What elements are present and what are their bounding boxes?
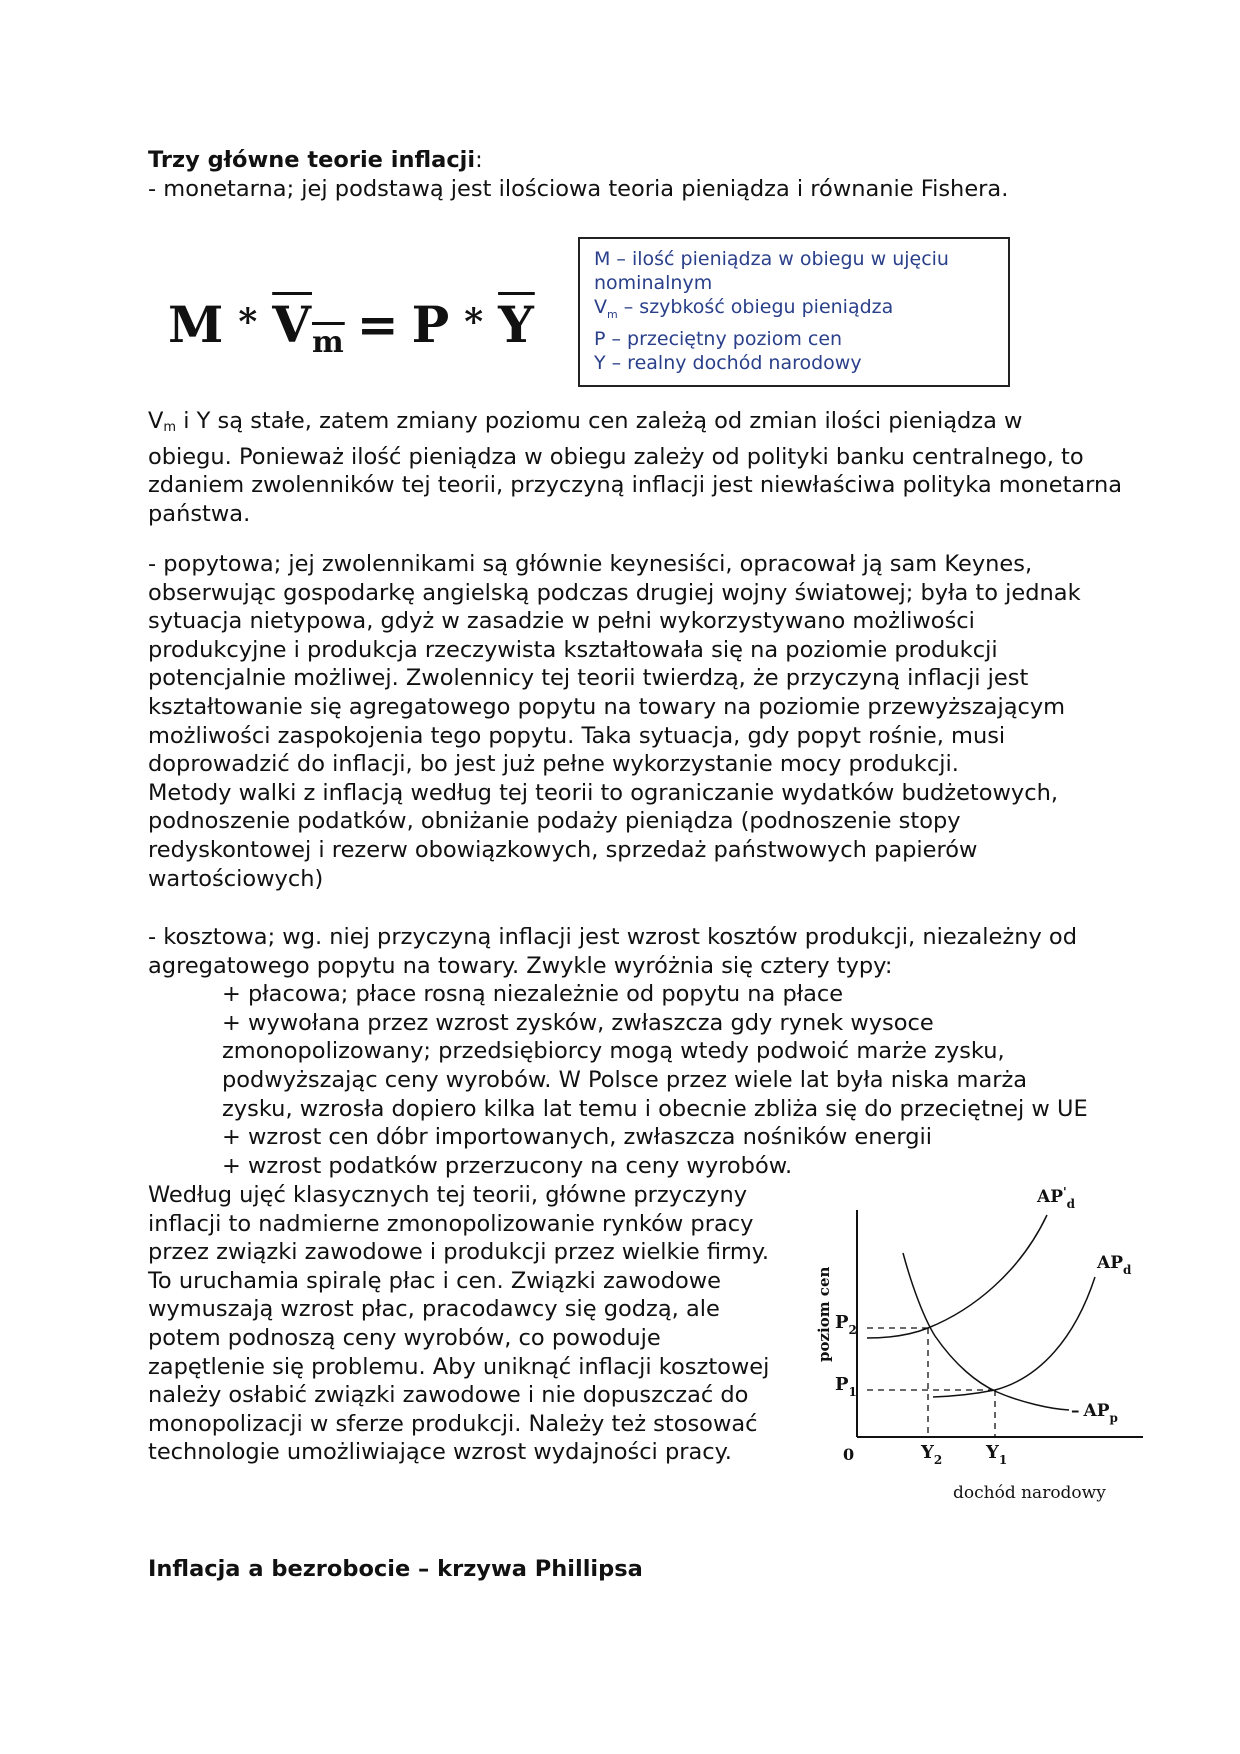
- paragraph-line: przez związki zawodowe i produkcji przez wielkie firmy.: [148, 1239, 770, 1266]
- label-y1: $Y_1$: [986, 1442, 1008, 1467]
- para-v-sub: m: [163, 420, 177, 435]
- formula-v-letter: V: [272, 295, 312, 354]
- legend-line-4: P – przeciętny poziom cen: [594, 327, 843, 350]
- formula-v-subscript: m: [311, 325, 345, 360]
- formula-legend-box: [578, 237, 1010, 387]
- formula-m: M: [168, 295, 225, 354]
- label-ap-d-prime: $AP'_d$: [1037, 1185, 1076, 1211]
- paragraph-line: Według ujęć klasycznych tej teorii, główne przyczyny: [148, 1182, 748, 1208]
- fisher-equation: [168, 292, 535, 373]
- paragraph-line: możliwości zaspokojenia tego popytu. Taka sytuacja, gdy popyt rośnie, musi: [148, 722, 1006, 749]
- paragraph-line: potencjalnie możliwej. Zwolennicy tej teorii twierdzą, że przyczyną inflacji jest: [148, 665, 1029, 692]
- paragraph-line: zapętlenie się problemu. Aby uniknąć inflacji kosztowej: [148, 1353, 770, 1380]
- formula-p: P: [411, 295, 451, 354]
- paragraph-line: zdaniem zwolenników tej teorii, przyczyną inflacji jest niewłaściwa polityka monetarna: [148, 472, 1123, 499]
- section-heading: [148, 146, 1108, 175]
- paragraph-line: obserwując gospodarkę angielską podczas drugiej wojny światowej; była to jednak: [148, 579, 1081, 606]
- legend-v: V: [594, 296, 607, 318]
- label-ap-p: – $AP_p$: [1071, 1401, 1118, 1425]
- list-item: + wywołana przez wzrost zysków, zwłaszcza gdy rynek wysoce: [222, 1009, 934, 1036]
- x-axis-label: dochód narodowy: [953, 1483, 1106, 1503]
- monetary-theory-line: - monetarna; jej podstawą jest ilościowa teoria pieniądza i równanie Fishera.: [148, 176, 1009, 202]
- label-p1: $P_1$: [835, 1374, 857, 1399]
- formula-star-2: *: [464, 301, 485, 343]
- paragraph-line: - popytowa; jej zwolennikami są głównie keynesiści, opracował ją sam Keynes,: [148, 551, 1033, 577]
- paragraph-line: wymuszają wzrost płac, pracodawcy się godzą, ale: [148, 1296, 720, 1323]
- legend-line-1: M – ilość pieniądza w obiegu w ujęciu: [594, 248, 949, 270]
- paragraph-line: podnoszenie podatków, obniżanie podaży pieniądza (podnoszenie stopy: [148, 808, 961, 835]
- paragraph-line: sytuacja nietypowa, gdyż w zasadzie w pełni wykorzystywano możliwości: [148, 608, 975, 635]
- paragraph-line: [148, 407, 1108, 443]
- heading-text: Trzy główne teorie inflacji: [148, 147, 476, 173]
- cost-inflation-diagram: [785, 1180, 1150, 1510]
- paragraph-line: doprowadzić do inflacji, bo jest już pełne wykorzystanie mocy produkcji.: [148, 751, 959, 778]
- formula-v: [272, 295, 345, 360]
- paragraph-monetary-explanation: [148, 407, 1123, 528]
- curve-ap-d-prime: [867, 1215, 1047, 1338]
- phillips-curve-heading: Inflacja a bezrobocie – krzywa Phillipsa: [148, 1556, 643, 1582]
- list-item: zysku, wzrosła dopiero kilka lat temu i obecnie zbliża się do przeciętnej w UE: [222, 1095, 1088, 1122]
- legend-v-desc: – szybkość obiegu pieniądza: [617, 296, 894, 318]
- paragraph-cost-theory: [148, 923, 1108, 1180]
- formula-equals: =: [356, 295, 400, 354]
- paragraph-demand-theory: [148, 550, 1108, 893]
- para-v: V: [148, 408, 164, 434]
- paragraph-line: technologie umożliwiające wzrost wydajności pracy.: [148, 1439, 732, 1466]
- paragraph-line: inflacji to nadmierne zmonopolizowanie rynków pracy: [148, 1210, 754, 1237]
- origin-label: 0: [843, 1445, 855, 1464]
- formula-star-1: *: [238, 301, 259, 343]
- para-line-rest: i Y są stałe, zatem zmiany poziomu cen zależą od zmian ilości pieniądza w: [176, 408, 1023, 434]
- list-item: + wzrost cen dóbr importowanych, zwłaszcza nośników energii: [222, 1124, 932, 1151]
- paragraph-line: produkcyjne i produkcja rzeczywista kształtowała się na poziomie produkcji: [148, 636, 998, 663]
- paragraph-line: potem podnoszą ceny wyrobów, co powoduje: [148, 1324, 661, 1351]
- legend-line-2: nominalnym: [594, 272, 713, 294]
- label-ap-d: $AP_d$: [1097, 1253, 1132, 1277]
- paragraph-line: obiegu. Ponieważ ilość pieniądza w obiegu zależy od polityki banku centralnego, to: [148, 443, 1084, 470]
- formula-y: $\overline{Y}$: [498, 295, 535, 354]
- legend-line-3: [594, 295, 994, 327]
- paragraph-line: redyskontowej i rezerw obowiązkowych, sprzedaż państwowych papierów: [148, 836, 978, 863]
- label-p2: $P_2$: [835, 1312, 857, 1337]
- paragraph-classical-view: [148, 1181, 788, 1467]
- list-item: + płacowa; płace rosną niezależnie od popytu na płace: [222, 981, 844, 1008]
- paragraph-line: agregatowego popytu na towary. Zwykle wyróżnia się cztery typy:: [148, 952, 893, 979]
- list-item: + wzrost podatków przerzucony na ceny wyrobów.: [222, 1152, 793, 1179]
- paragraph-line: To uruchamia spiralę płac i cen. Związki zawodowe: [148, 1267, 722, 1294]
- paragraph-line: Metody walki z inflacją według tej teorii to ograniczanie wydatków budżetowych,: [148, 779, 1059, 806]
- legend-line-5: Y – realny dochód narodowy: [594, 351, 862, 374]
- curve-ap-d: [933, 1277, 1095, 1397]
- heading-colon: :: [475, 147, 483, 173]
- paragraph-line: - kosztowa; wg. niej przyczyną inflacji jest wzrost kosztów produkcji, niezależny od: [148, 924, 1077, 950]
- label-y2: $Y_2$: [921, 1442, 943, 1467]
- paragraph-line: należy osłabić związki zawodowe i nie dopuszczać do: [148, 1382, 749, 1409]
- paragraph-line: monopolizacji w sferze produkcji. Należy też stosować: [148, 1410, 758, 1437]
- paragraph-line: kształtowanie się agregatowego popytu na towary na poziomie przewyższającym: [148, 693, 1066, 720]
- list-item: zmonopolizowany; przedsiębiorcy mogą wtedy podwoić marże zysku,: [222, 1038, 1005, 1065]
- legend-v-sub: m: [607, 307, 618, 321]
- paragraph-line: wartościowych): [148, 865, 324, 892]
- list-item: podwyższając ceny wyrobów. W Polsce przez wiele lat była niska marża: [222, 1066, 1028, 1093]
- paragraph-line: państwa.: [148, 500, 251, 527]
- y-axis-label: poziom cen: [815, 1266, 833, 1362]
